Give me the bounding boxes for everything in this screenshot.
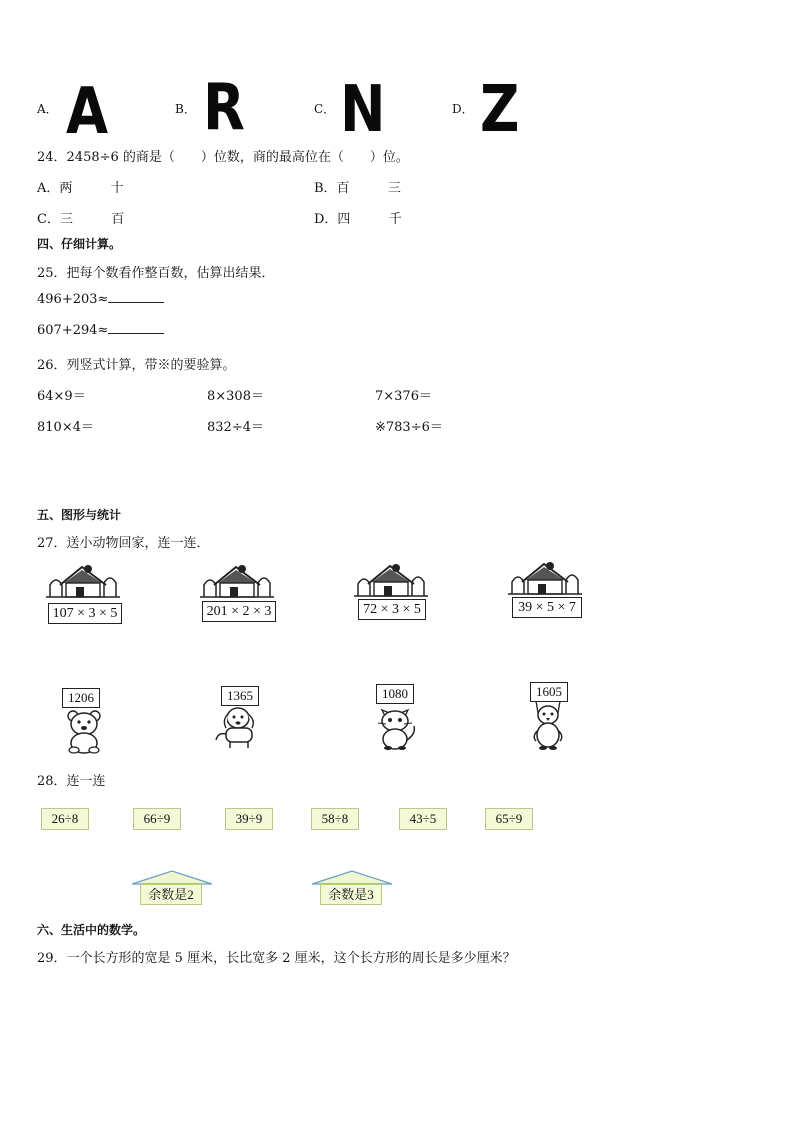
- house-expression-4[interactable]: 39 × 5 × 7: [512, 597, 582, 618]
- q24-option-c-label: C．三: [37, 212, 73, 227]
- q24-option-d-label: D．四: [314, 212, 351, 227]
- q25-item-2-expression: 607+294≈: [37, 323, 109, 338]
- animal-number-2[interactable]: 1365: [221, 686, 259, 706]
- q26-item-3: 7×376＝: [375, 389, 432, 404]
- animal-number-4[interactable]: 1605: [530, 682, 568, 702]
- house-icon: [46, 563, 120, 601]
- q23-option-a-label: A．: [37, 102, 58, 116]
- q23-option-d-label: D．: [452, 102, 474, 116]
- q24-option-b: [314, 177, 401, 196]
- q23-option-b-letter: R: [203, 71, 245, 145]
- section-5-heading: 五、图形与统计: [37, 508, 122, 522]
- division-card-6[interactable]: 65÷9: [485, 808, 533, 830]
- q27-stem: 27．送小动物回家，连一连．: [37, 536, 210, 551]
- bear-icon: [64, 708, 104, 758]
- q28-stem: 28．连一连: [37, 774, 106, 789]
- house-expression-2[interactable]: 201 × 2 × 3: [202, 601, 276, 622]
- division-card-5[interactable]: 43÷5: [399, 808, 447, 830]
- q24-option-d: [314, 208, 402, 227]
- q24-option-a-value: 十: [110, 181, 124, 196]
- division-card-2[interactable]: 66÷9: [133, 808, 181, 830]
- remainder-card-2[interactable]: [310, 869, 394, 905]
- q24-option-d-value: 千: [388, 212, 402, 227]
- q25-item-1: [37, 292, 164, 307]
- section-4-heading: 四、仔细计算。: [37, 237, 122, 251]
- remainder-card-1[interactable]: [130, 869, 214, 905]
- division-card-1[interactable]: 26÷8: [41, 808, 89, 830]
- q26-stem: 26．列竖式计算，带※的要验算。: [37, 358, 236, 373]
- house-icon: [200, 563, 274, 601]
- q23-option-c-label: C．: [314, 102, 336, 116]
- roof-icon: [310, 869, 394, 885]
- q24-stem: 24．2458÷6 的商是（ ）位数，商的最高位在（ ）位。: [37, 150, 409, 165]
- q23-option-b-label: B．: [175, 102, 196, 116]
- q29-stem: 29．一个长方形的宽是 5 厘米，长比宽多 2 厘米，这个长方形的周长是多少厘米？: [37, 951, 516, 966]
- penguin-icon: [528, 701, 568, 755]
- house-icon: [354, 562, 428, 600]
- house-icon: [508, 560, 582, 598]
- q24-option-a-label: A．两: [37, 181, 73, 196]
- q25-item-2: [37, 323, 164, 338]
- q25-stem: 25．把每个数看作整百数，估算出结果．: [37, 266, 275, 281]
- q26-item-5: 832÷4＝: [207, 420, 264, 435]
- dog-icon: [212, 706, 262, 754]
- q26-item-6: ※783÷6＝: [375, 420, 443, 435]
- q26-item-4: 810×4＝: [37, 420, 94, 435]
- house-expression-1[interactable]: 107 × 3 × 5: [48, 603, 122, 624]
- q23-option-a-letter: A: [66, 75, 109, 149]
- remainder-label-2: 余数是3: [320, 884, 382, 905]
- division-card-3[interactable]: 39÷9: [225, 808, 273, 830]
- cat-icon: [370, 704, 420, 754]
- division-card-4[interactable]: 58÷8: [311, 808, 359, 830]
- q24-option-a: [37, 177, 124, 196]
- roof-icon: [130, 869, 214, 885]
- q25-answer-blank-1[interactable]: [108, 302, 164, 303]
- animal-number-1[interactable]: 1206: [62, 688, 100, 708]
- q25-item-1-expression: 496+203≈: [37, 292, 109, 307]
- q25-answer-blank-2[interactable]: [108, 333, 164, 334]
- q24-option-c: [37, 208, 124, 227]
- q26-item-2: 8×308＝: [207, 389, 264, 404]
- q24-option-c-value: 百: [111, 212, 125, 227]
- animal-number-3[interactable]: 1080: [376, 684, 414, 704]
- q24-option-b-label: B．百: [314, 181, 350, 196]
- q26-item-1: 64×9＝: [37, 389, 86, 404]
- house-expression-3[interactable]: 72 × 3 × 5: [358, 599, 426, 620]
- remainder-label-1: 余数是2: [140, 884, 202, 905]
- q24-option-b-value: 三: [387, 181, 401, 196]
- q23-option-c-letter: N: [340, 73, 386, 147]
- section-6-heading: 六、生活中的数学。: [37, 923, 146, 937]
- q23-option-d-letter: Z: [480, 73, 520, 147]
